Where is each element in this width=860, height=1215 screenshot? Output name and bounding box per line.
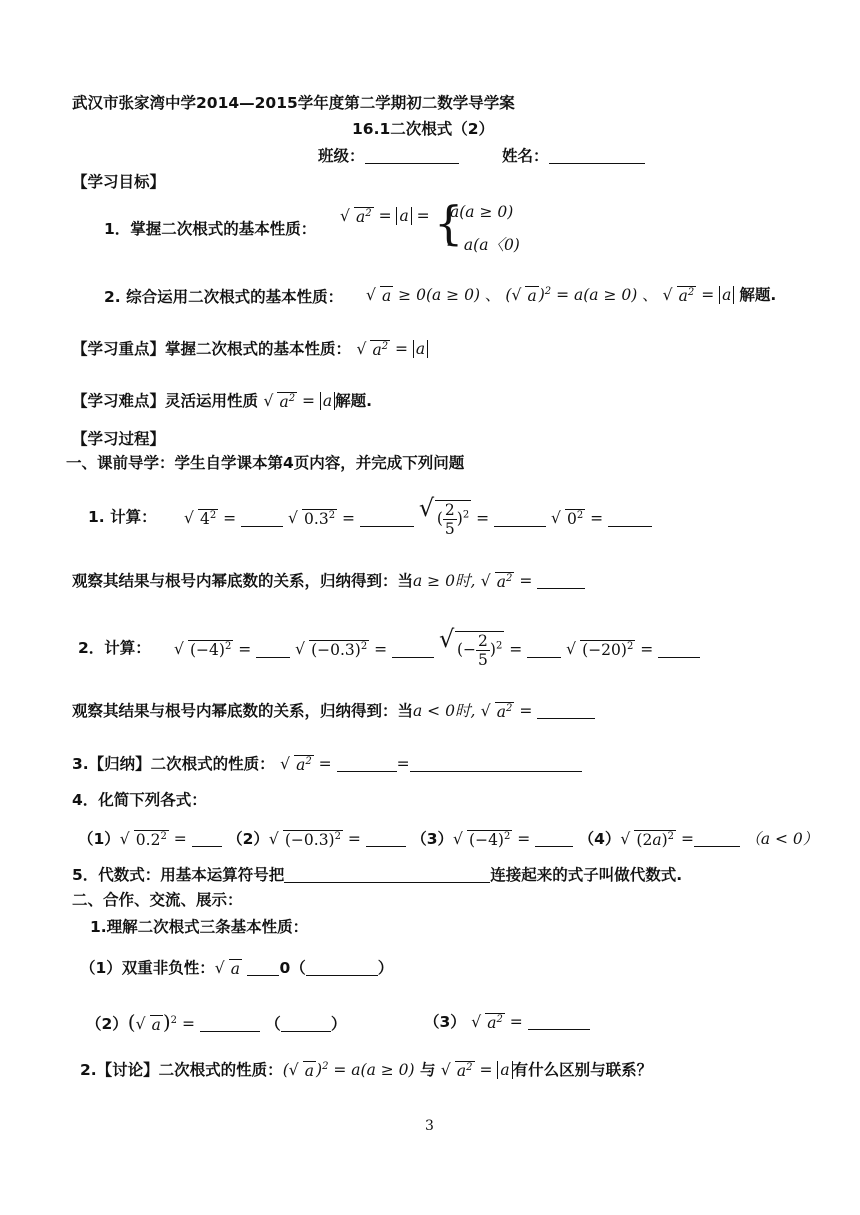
observe-1-text: 观察其结果与根号内幂底数的关系，归纳得到：当 [72,572,414,590]
answer-blank[interactable] [392,640,434,658]
sqrt-a-4: √ a [135,1015,161,1034]
observe-1: 观察其结果与根号内幂底数的关系，归纳得到：当a ≥ 0时, √ $a^2$ = [72,569,585,591]
sqrt-fraction: √ ( $\frac{2}{5}$ )$^2$ [418,494,470,538]
prop2-label: （2） [86,1015,128,1033]
answer-blank[interactable] [694,829,740,847]
answer-blank[interactable] [527,640,561,658]
q4-item-1-label: （1） [78,830,120,848]
difficulty-tail: 解题. [335,392,373,410]
sqrt-neg-fraction: √ (− $\frac{2}{5}$ )$^2$ [439,625,503,669]
name-label: 姓名： [502,147,549,165]
q2-label: 2．计算： [78,639,151,657]
q3-line: 3.【归纳】二次根式的性质： √ $a^2$ = = [72,752,582,774]
observe-2-cond: a < 0时, [413,702,476,720]
sqrt-a2-3: √ $a^2$ [356,339,389,360]
piecewise-brace: { [434,196,464,250]
q1-expressions: √ $4^2$ = √ $0.3^2$ = √ ( $\frac{2}{5}$ )$^2$ = √ $0^2$ = [184,500,652,538]
prop2-paren-close: ） [330,1015,347,1033]
q2-expressions: √ $(-4)^2$ = √ $(-0.3)^2$ = √ (− $\frac{2}{5}$ )$^2$ = √ $(-20)^2$ = [174,631,700,669]
q4-items: （1） √ $0.2^2 = (2)$ √ $(-0.3)^2 = (3)$ √ $(-4)^2 = (4)$ √ $(2a)^2 = (a < 0)$ [78,829,819,850]
answer-blank[interactable] [306,958,378,976]
q3-text: 3.【归纳】二次根式的性质： [72,755,275,773]
prop3-label: （3） [424,1013,466,1031]
observe-2-text: 观察其结果与根号内幂底数的关系，归纳得到：当 [72,702,414,720]
discussion-text: 2.【讨论】二次根式的性质： [80,1061,283,1079]
separator-2: 、 [642,286,658,304]
sqrt-a-5: √ a [288,1061,314,1080]
answer-blank[interactable] [256,640,290,658]
sqrt-a: √ a [366,286,392,305]
separator-1: 、 [484,286,501,304]
answer-blank[interactable] [528,1012,590,1030]
process-heading: 【学习过程】 [72,430,166,448]
prop3-line: （3） √ $a^2$ = [424,1010,590,1032]
sqrt-a2-2: √ $a^2$ [662,285,695,306]
sqrt-a2-5: √ $a^2$ [480,571,513,592]
q5-line [72,863,682,885]
sqrt-a2-8: √ $a^2$ [471,1012,503,1033]
goal1-formula: √ $a^2 = a$ = [340,207,430,227]
difficulty-text: 灵活运用性质 [165,392,259,410]
answer-blank[interactable] [281,1014,331,1032]
piecewise-case-2: − a(a〈0) [446,236,520,254]
observe-2: 观察其结果与根号内幂底数的关系，归纳得到：当a < 0时, √ $a^2$ = [72,699,595,721]
answer-blank[interactable] [337,754,397,772]
answer-blank[interactable] [284,865,490,883]
sqrt-a2-6: √ $a^2$ [480,701,513,722]
doc-subtitle: 16.1二次根式（2） [352,120,495,138]
goal2-formulas: √ a ≥ 0(a ≥ 0) 、 ( √ a )$^2$ = a(a ≥ 0) 、 √ $a^2 = a$ 解题. [366,285,777,306]
q4-item-3-label: （3） [411,830,454,848]
sqrt-neg4sq-2: √ $(-4)^2$ [453,829,511,850]
prop1-line [80,956,393,978]
difficulty-line: 【学习难点】灵活运用性质 √ $a^2 = a$ 解题. [72,391,373,412]
q1-label: 1. 计算： [88,508,157,526]
q4-heading: 4．化简下列各式： [72,791,207,809]
discussion-mid: 与 [419,1061,436,1079]
discussion-line: 2.【讨论】二次根式的性质：( √ a )$^2$ = a(a ≥ 0) 与 √ $a^2 = a$ 有什么区别与联系？ [80,1060,653,1081]
sqrt-a2-4: √ $a^2$ [263,391,296,412]
class-label: 班级： [318,147,365,165]
focus-line: 【学习重点】掌握二次根式的基本性质： √ $a^2 = a$ [72,337,428,359]
goal-item-1: 1．掌握二次根式的基本性质： [104,220,317,238]
answer-blank[interactable] [366,829,406,847]
class-field [318,144,459,166]
prop2-paren-open: （ [265,1015,281,1033]
sqrt-a2: √ $a^2$ [340,207,372,227]
sqrt-0sq: √ $0^2$ [551,509,584,529]
part1-heading: 一、课前导学：学生自学课本第4页内容，并完成下列问题 [66,454,465,472]
focus-heading: 【学习重点】 [72,340,166,358]
sqrt-neg0.3sq-2: √ $(-0.3)^2$ [268,829,341,850]
answer-blank[interactable] [494,509,546,527]
answer-blank[interactable] [537,571,585,589]
answer-blank[interactable] [410,754,582,772]
answer-blank[interactable] [192,829,222,847]
prop1-label: （1）双重非负性： [80,959,215,977]
q4-item-2-label: （2） [227,830,269,848]
sqrt-0.3sq: √ $0.3^2$ [288,509,336,529]
sqrt-neg20sq: √ $(-20)^2$ [566,640,634,660]
sqrt-4sq: √ $4^2$ [184,509,217,529]
prop2-line: （2）( √ a )$^2$ = （ ） [86,1010,347,1034]
sqrt-a-3: √ a [214,959,241,978]
goals-heading: 【学习目标】 [72,173,166,191]
sqrt-neg4sq: √ $(-4)^2$ [174,640,232,660]
sqrt-0.2sq: √ $0.2^2$ [119,829,167,850]
answer-blank[interactable] [247,958,279,976]
sqrt-a2-7: √ $a^2$ [280,754,312,775]
answer-blank[interactable] [200,1014,260,1032]
sqrt-a-2: √ a [511,286,537,305]
q4-item-4-label: （4） [578,830,621,848]
answer-blank[interactable] [537,701,595,719]
q5-text-b: 连接起来的式子叫做代数式. [490,866,683,884]
prop1-close: ） [377,959,394,977]
sqrt-a2-9: √ $a^2$ [440,1060,473,1081]
goal2-tail: 解题. [739,286,777,304]
answer-blank[interactable] [360,509,414,527]
class-blank[interactable] [365,146,459,164]
doc-title: 武汉市张家湾中学2014—2015学年度第二学期初二数学导学案 [72,94,515,112]
q5-text-a: 5．代数式：用基本运算符号把 [72,866,285,884]
q4-condition: （a < 0） [745,830,819,848]
name-blank[interactable] [549,146,645,164]
observe-1-cond: a ≥ 0时, [413,572,476,590]
part2-heading: 二、合作、交流、展示： [72,891,243,909]
answer-blank[interactable] [535,829,573,847]
difficulty-heading: 【学习难点】 [72,392,166,410]
answer-blank[interactable] [658,640,700,658]
goal-item-2: 2. 综合运用二次根式的基本性质： [104,288,344,306]
part2-sub1: 1.理解二次根式三条基本性质： [90,918,309,936]
answer-blank[interactable] [241,509,283,527]
answer-blank[interactable] [608,509,652,527]
name-field [502,144,645,166]
piecewise-case-1: a(a ≥ 0) [450,203,514,221]
prop1-zero: 0（ [279,959,306,977]
sqrt-neg0.3sq: √ $(-0.3)^2$ [295,640,368,660]
page-number: 3 [425,1118,434,1134]
sqrt-2a-sq: √ $(2a)^2$ [620,829,675,850]
focus-text: 掌握二次根式的基本性质： [165,340,352,358]
discussion-tail: 有什么区别与联系？ [512,1061,653,1079]
